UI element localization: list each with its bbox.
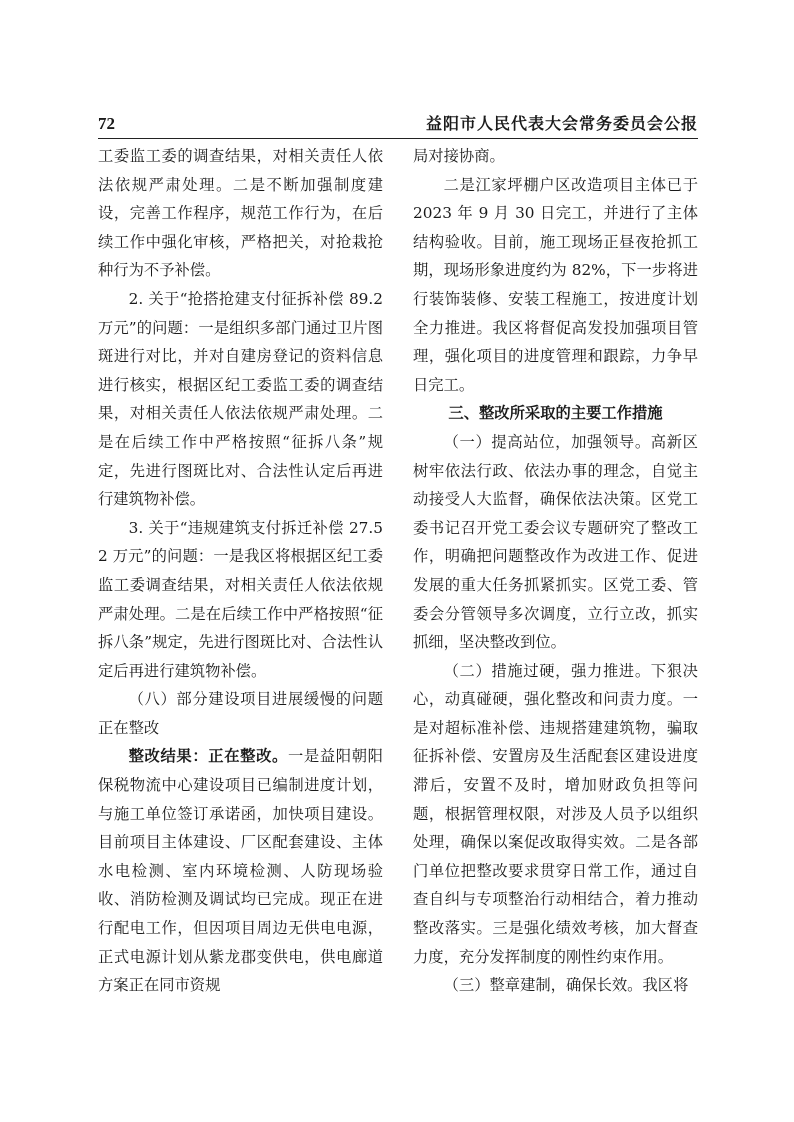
section-heading: 三、整改所采取的主要工作措施 — [448, 404, 663, 423]
right-column — [413, 142, 698, 1000]
journal-title: 益阳市人民代表大会常务委员会公报 — [425, 114, 698, 133]
paragraph-lead: （二）措施过硬，强力推进。 — [443, 661, 651, 680]
paragraph-body: 我区将 — [642, 976, 689, 995]
paragraph — [413, 657, 698, 972]
left-column — [98, 142, 383, 1000]
paragraph — [98, 742, 383, 999]
paragraph-body: 高新区树牢依法行政、依法办事的理念，自觉主动接受人大监督，确保依法决策。区党工委书记召开党工委会议专题研究了整改工作，明确把问题整改作为改进工作、促进发展的重大任务抓紧抓实。区党工委、管委会分管领导多次调度，立行立改，抓实抓细，坚决整改到位。 — [413, 432, 698, 652]
paragraph: 二是江家坪棚户区改造项目主体已于 2023 年 9 月 30 日完工，并进行了主体结构验收。目前，施工现场正昼夜抢抓工期，现场形象进度约为 82%，下一步将进行装饰装修、安装工程施工，按进度计划全力推进。我区将督促高发投加强项目管理，强化项目的进度管理和跟踪，力争早日完工。 — [413, 175, 698, 394]
paragraph — [413, 428, 698, 657]
paragraph: 工委监工委的调查结果，对相关责任人依法依规严肃处理。二是不断加强制度建设，完善工作程序，规范工作行为，在后续工作中强化审核，严格把关，对抢栽抢种行为不予补偿。 — [98, 147, 383, 280]
paragraph: 2. 关于“抢搭抢建支付征拆补偿 89.2 万元”的问题：一是组织多部门通过卫片图斑进行对比，并对自建房登记的资料信息进行核实，根据区纪工委监工委的调查结果，对相关责任人依法依规严肃处理。二是在后续工作中严格按照“征拆八条”规定，先进行图斑比对、合法性认定后再进行建筑物补偿。 — [98, 289, 383, 509]
section-subheading: （八）部分建设项目进展缓慢的问题正在整改 — [98, 690, 383, 737]
paragraph: 3. 关于“违规建筑支付拆迁补偿 27.52 万元”的问题：一是我区将根据区纪工委监工委调查结果，对相关责任人依法依规严肃处理。二是在后续工作中严格按照“征拆八条”规定，先进行图斑比对、合法性认定后再进行建筑物补偿。 — [98, 518, 383, 680]
page-number: 72 — [98, 114, 115, 133]
paragraph-lead: 整改结果：正在整改。 — [128, 747, 288, 766]
paragraph-lead: （一）提高站位，加强领导。 — [443, 432, 651, 451]
paragraph-lead: （三）整章建制，确保长效。 — [443, 976, 643, 995]
paragraph-body: 下狠决心，动真碰硬，强化整改和问责力度。一是对超标准补偿、违规搭建建筑物，骗取征拆补偿、安置房及生活配套区建设进度滞后，安置不及时，增加财政负担等问题，根据管理权限，对涉及人员予以组织处理，确保以案促改取得实效。二是各部门单位把整改要求贯穿日常工作，通过自查自纠与专项整治行动相结合，着力推动整改落实。三是强化绩效考核，加大督查力度，充分发挥制度的刚性约束作用。 — [413, 661, 698, 966]
paragraph-body: 一是益阳朝阳保税物流中心建设项目已编制进度计划，与施工单位签订承诺函，加快项目建设。目前项目主体建设、厂区配套建设、主体水电检测、室内环境检测、人防现场验收、消防检测及调试均已完成。现正在进行配电工作，但因项目周边无供电电源，正式电源计划从紫龙郡变供电，供电廊道方案正在同市资规 — [98, 747, 383, 995]
paragraph — [413, 971, 698, 1000]
paragraph: 局对接协商。 — [413, 147, 505, 165]
page-header — [98, 110, 698, 139]
